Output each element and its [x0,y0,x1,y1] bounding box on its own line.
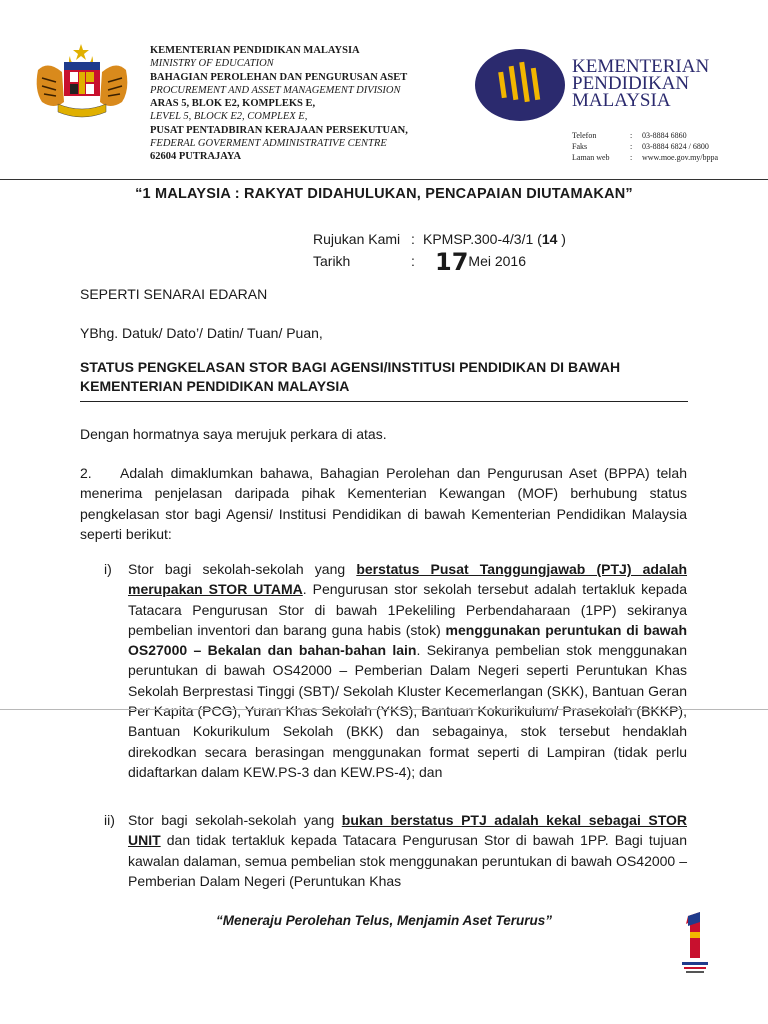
date-colon: : [411,253,415,269]
paragraph-2: Adalah dimaklumkan bahawa, Bahagian Perolehan dan Pengurusan Aset (BPPA) telah menerima penjelasan daripada pihak Kementerian Kewangan (MOF) berhubung status pengkelasan stor bagi Agensi/ Institusi Pendidikan di bawah Kementerian Pendidikan Malaysia seperti berikut: [80,465,687,542]
item-1-text: Stor bagi sekolah-sekolah yang berstatus Pusat Tanggungjawab (PTJ) adalah merupakan STOR UTAMA. Pengurusan stor sekolah tersebut adalah tertakluk kepada Tatacara Pengurusan Stor di bawah 1Pekeliling Perbendaharaan (1PP) sekiranya pembelian inventori dan barang guna habis (stok) menggunakan peruntukan di bawah OS27000 – Bekalan dan bahan-bahan lain. Sekiranya pembelian stok menggunakan peruntukan di bawah OS42000 – Pemberian Dalam Negeri seperti Peruntukan Khas Sekolah Berprestasi Tinggi (SBT)/ Sekolah Kluster Kecemerlangan (SKK), Bantuan Geran Per Kapita (PCG), Yuran Khas Sekolah (YKS), Bantuan Kokurikulum/ Prasekolah (BKKP), Bantuan Kokurikulum Sekolah (BKK) dan sebagainya, stok tersebut hendaklah direkodkan secara berasingan menggunakan format seperti di Lampiran (tidak perlu didaftarkan dalam KEW.PS-3 dan KEW.PS-4); dan [128,561,688,780]
ref-value: KPMSP.300-4/3/1 (14 ) [423,231,566,247]
contact-label: Laman web [572,153,610,162]
contact-value: 03-8884 6824 / 6800 [642,142,709,151]
reference-row [313,228,566,250]
recipient: SEPERTI SENARAI EDARAN [80,286,268,302]
logo-text-line: KEMENTERIAN [572,56,710,77]
motto: “1 MALAYSIA : RAKYAT DIDAHULUKAN, PENCAPAIAN DIUTAMAKAN” [135,186,633,202]
date-row [313,248,566,276]
address-line: 62604 PUTRAJAYA [150,151,242,163]
coat-of-arms-icon [30,42,134,122]
ref-colon: : [411,231,415,247]
contact-colon: : [630,153,633,162]
scan-fold-line [0,709,768,710]
address-line: MINISTRY OF EDUCATION [150,58,274,70]
contact-label: Faks [572,142,588,151]
contact-block [572,130,718,163]
address-line: LEVEL 5, BLOCK E2, COMPLEX E, [150,111,308,123]
item-2-text: Stor bagi sekolah-sekolah yang bukan berstatus PTJ adalah kekal sebagai STOR UNIT dan tidak tertakluk kepada Tatacara Pengurusan Stor di bawah 1PP. Bagi tujuan kawalan dalaman, semua pembelian stok menggunakan peruntukan di bawah OS42000 – Pemberian Dalam Negeri (Peruntukan Khas [128,812,688,889]
handwritten-day: 17 [435,248,469,276]
handwritten-number: 14 [541,231,558,247]
contact-value: www.moe.gov.my/bppa [642,153,719,162]
contact-row [572,141,718,152]
para-number: 2. [80,465,92,481]
contact-row [572,152,718,163]
reference-block [313,228,566,276]
address-line: PROCUREMENT AND ASSET MANAGEMENT DIVISION [150,84,401,96]
contact-label: Telefon [572,131,597,140]
date-label: Tarikh [313,253,351,269]
address-line: KEMENTERIAN PENDIDIKAN MALAYSIA [150,45,360,56]
subject-underline [80,401,688,402]
1malaysia-logo-icon [674,910,716,976]
logo-text-line: MALAYSIA [572,90,671,111]
contact-colon: : [630,131,633,140]
header-divider [0,179,768,180]
logo-text-line: PENDIDIKAN [572,73,690,94]
contact-colon: : [630,142,633,151]
ministry-logo-icon [474,48,566,122]
emphasis: bukan berstatus PTJ adalah kekal sebagai STOR UNIT [128,812,688,849]
emphasis: menggunakan peruntukan di bawah OS27000 – Bekalan dan bahan-bahan lain [128,621,688,659]
contact-row [572,130,718,141]
item-number: ii) [104,812,115,828]
address-line: FEDERAL GOVERMENT ADMINISTRATIVE CENTRE [150,138,387,150]
item-number: i) [104,561,112,577]
contact-value: 03-8884 6860 [642,131,687,140]
ref-label: Rujukan Kami [313,231,401,247]
opening-line: Dengan hormatnya saya merujuk perkara di atas. [80,426,387,442]
address-line: ARAS 5, BLOK E2, KOMPLEKS E, [150,98,316,110]
address-line: PUSAT PENTADBIRAN KERAJAAN PERSEKUTUAN, [150,124,408,136]
address-line: BAHAGIAN PEROLEHAN DAN PENGURUSAN ASET [150,71,408,83]
date-value: 17Mei 2016 [435,248,526,276]
footer-motto: “Meneraju Perolehan Telus, Menjamin Aset Terurus” [215,913,553,928]
salutation: YBhg. Datuk/ Dato’/ Datin/ Tuan/ Puan, [80,325,323,341]
ministry-logo-text [572,58,709,109]
emphasis: berstatus Pusat Tanggungjawab (PTJ) adalah merupakan STOR UTAMA [128,561,687,598]
subject-title: STATUS PENGKELASAN STOR BAGI AGENSI/INSTITUSI PENDIDIKAN DI BAWAH KEMENTERIAN PENDIDIKAN MALAYSIA [80,359,621,394]
ministry-address-block [150,44,408,164]
